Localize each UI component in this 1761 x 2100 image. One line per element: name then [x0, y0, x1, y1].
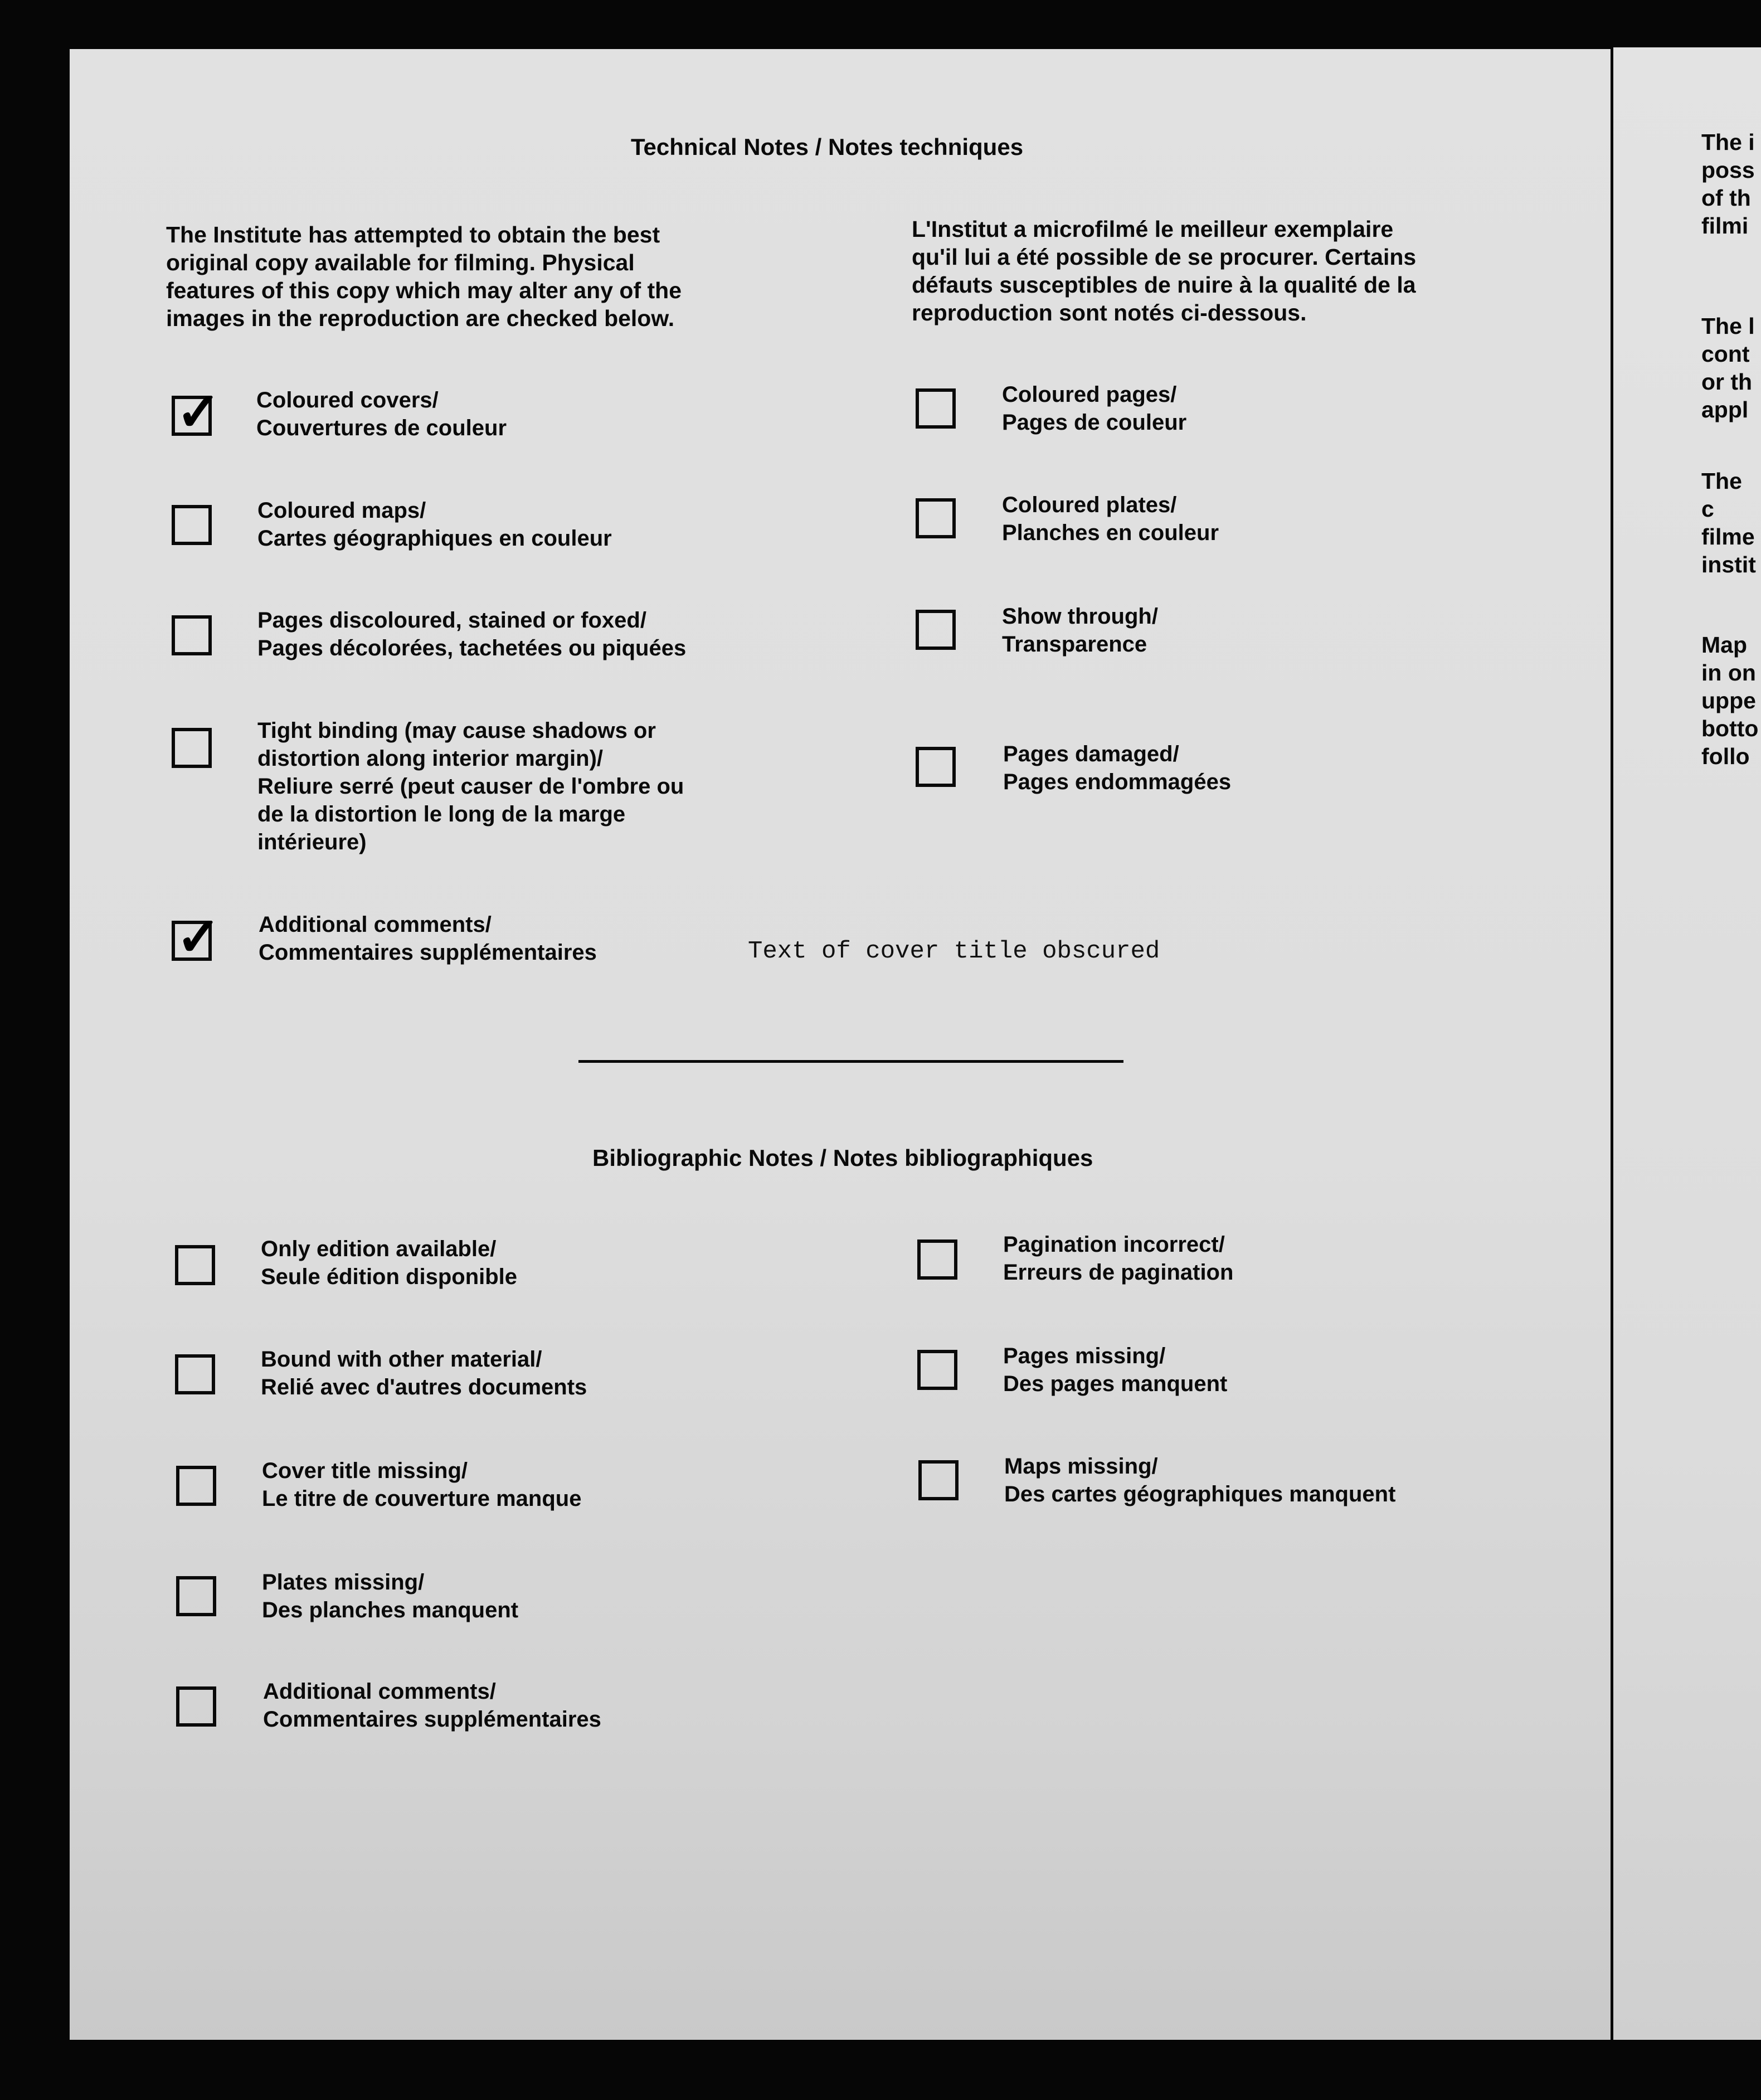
side-paragraph-3: The c filme instit	[1701, 468, 1756, 577]
label-coloured-covers: Coloured covers/ Couvertures de couleur	[256, 388, 507, 440]
side-paragraph-4: Map in on uppe botto follo	[1701, 632, 1759, 769]
label-plates-missing: Plates missing/ Des planches manquent	[262, 1570, 519, 1622]
label-additional-comments: Additional comments/ Commentaires supplémentaires	[259, 912, 597, 965]
checkbox-bound-with[interactable]	[175, 1354, 215, 1394]
checkbox-additional-comments[interactable]	[172, 907, 221, 967]
label-pages-discoloured: Pages discoloured, stained or foxed/ Pages décolorées, tachetées ou piquées	[257, 608, 687, 660]
main-page	[70, 49, 1611, 2040]
technical-intro-fr: L'Institut a microfilmé le meilleur exemplaire qu'il lui a été possible de se procurer. Certains défauts susceptibles de nuire à la qualité de la reproduction sont notés ci-dessous.	[912, 216, 1417, 325]
checkbox-pages-damaged[interactable]	[916, 747, 956, 787]
label-only-edition: Only edition available/ Seule édition disponible	[261, 1237, 518, 1289]
label-bound-with: Bound with other material/ Relié avec d'autres documents	[261, 1347, 587, 1399]
checkbox-pages-discoloured[interactable]	[172, 615, 212, 655]
label-pages-missing: Pages missing/ Des pages manquent	[1003, 1344, 1228, 1396]
checkbox-tight-binding[interactable]	[172, 728, 212, 768]
checkbox-pagination-incorrect[interactable]	[917, 1239, 957, 1280]
technical-notes-title: Technical Notes / Notes techniques	[631, 134, 1024, 160]
label-pagination-incorrect: Pagination incorrect/ Erreurs de pagination	[1003, 1232, 1234, 1285]
label-coloured-pages: Coloured pages/ Pages de couleur	[1002, 382, 1187, 435]
checkbox-show-through[interactable]	[916, 610, 956, 650]
section-divider	[578, 1060, 1123, 1063]
checkbox-coloured-plates[interactable]	[916, 498, 956, 538]
label-cover-title-missing: Cover title missing/ Le titre de couverture manque	[262, 1459, 582, 1511]
checkbox-coloured-covers[interactable]	[172, 382, 221, 442]
side-paragraph-2: The l cont or th appl	[1701, 313, 1755, 422]
label-show-through: Show through/ Transparence	[1002, 604, 1158, 657]
checkbox-pages-missing[interactable]	[917, 1350, 957, 1390]
checkbox-coloured-pages[interactable]	[916, 388, 956, 429]
checkbox-coloured-maps[interactable]	[172, 505, 212, 545]
checkbox-plates-missing[interactable]	[176, 1576, 216, 1616]
checkbox-only-edition[interactable]	[175, 1245, 215, 1285]
checkbox-cover-title-missing[interactable]	[176, 1466, 216, 1506]
bibliographic-notes-title: Bibliographic Notes / Notes bibliographiques	[592, 1145, 1093, 1171]
checkmark-icon: ✓	[176, 382, 221, 442]
additional-comment-text: Text of cover title obscured	[748, 937, 1160, 965]
label-tight-binding: Tight binding (may cause shadows or distortion along interior margin)/ Reliure serré (peut causer de l'ombre ou de la distortion le long de la marge intérieure)	[257, 718, 684, 854]
checkbox-maps-missing[interactable]	[918, 1460, 959, 1500]
label-pages-damaged: Pages damaged/ Pages endommagées	[1003, 742, 1232, 794]
checkbox-bib-additional-comments[interactable]	[176, 1686, 216, 1727]
label-bib-additional-comments: Additional comments/ Commentaires supplémentaires	[263, 1679, 601, 1732]
label-coloured-plates: Coloured plates/ Planches en couleur	[1002, 493, 1219, 545]
label-maps-missing: Maps missing/ Des cartes géographiques manquent	[1004, 1454, 1396, 1506]
technical-intro-en: The Institute has attempted to obtain the best original copy available for filming. Physical features of this copy which may alter any of the images in the reproduction are checked below.	[166, 222, 682, 331]
label-coloured-maps: Coloured maps/ Cartes géographiques en couleur	[257, 498, 612, 551]
side-paragraph-1: The i poss of th filmi	[1701, 129, 1755, 239]
checkmark-icon: ✓	[176, 907, 221, 967]
